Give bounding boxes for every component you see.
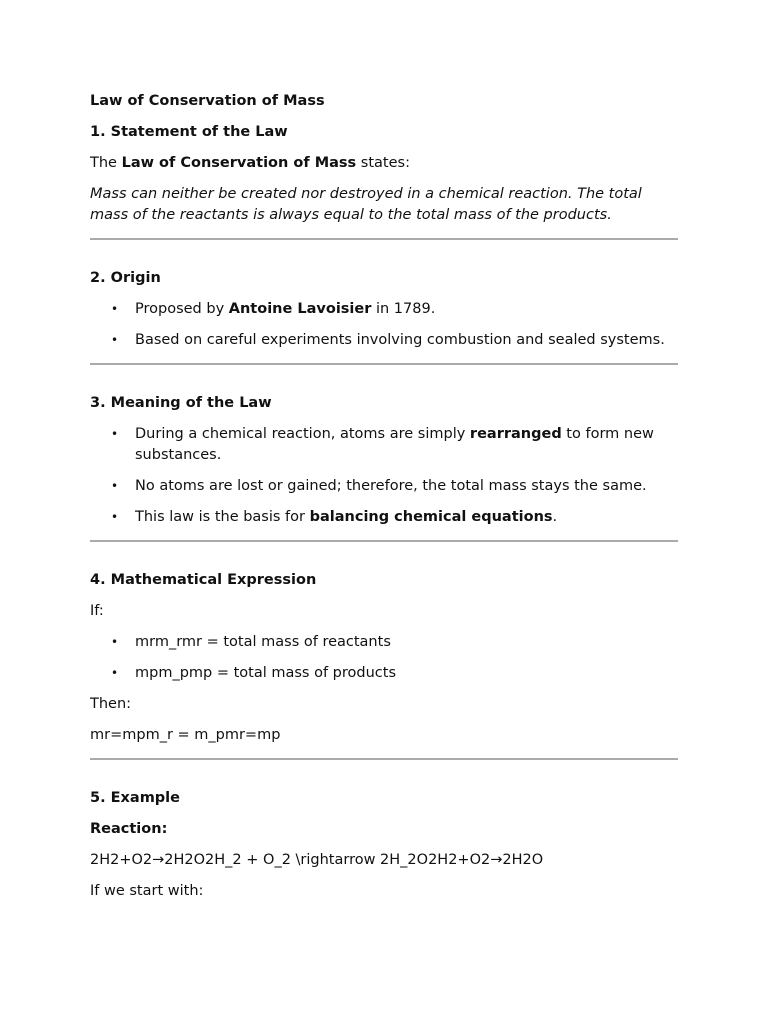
reaction-label bbox=[90, 819, 678, 840]
start-text: If we start with: bbox=[90, 883, 204, 899]
section-1-heading: 1. Statement of the Law bbox=[90, 124, 288, 140]
section-divider bbox=[90, 238, 678, 240]
section-3-heading: 3. Meaning of the Law bbox=[90, 395, 272, 411]
meaning-b3-post: . bbox=[552, 509, 558, 525]
meaning-b3-pre: This law is the basis for bbox=[135, 509, 310, 525]
list-item: • mrm_rmr = total mass of reactants bbox=[135, 632, 678, 653]
list-item: • No atoms are lost or gained; therefore, the total mass stays the same. bbox=[135, 476, 678, 497]
meaning-b1-post: to form new substances. bbox=[135, 426, 654, 463]
section-divider bbox=[90, 540, 678, 542]
origin-b1-post: in 1789. bbox=[371, 301, 436, 317]
law-statement-quote: Mass can neither be created nor destroyed in a chemical reaction. The total mass of the reactants is always equal to the total mass of the products. bbox=[90, 186, 642, 223]
meaning-b3-bold: balancing chemical equations bbox=[309, 509, 553, 525]
list-item: • Based on careful experiments involving combustion and sealed systems. bbox=[135, 330, 678, 351]
list-item bbox=[135, 299, 678, 320]
statement-intro bbox=[90, 153, 678, 174]
meaning-b1-pre: During a chemical reaction, atoms are simply bbox=[135, 426, 470, 442]
mass-equation: mr=mpm_r = m_pmr=mp bbox=[90, 727, 281, 743]
section-2-heading: 2. Origin bbox=[90, 270, 161, 286]
then-label: Then: bbox=[90, 696, 132, 712]
statement-intro-pre: The bbox=[90, 155, 122, 171]
reaction-equation: 2H2+O2→2H2O2H_2 + O_2 \rightarrow 2H_2O2H2+O2→2H2O bbox=[90, 852, 544, 868]
section-divider bbox=[90, 758, 678, 760]
statement-intro-post: states: bbox=[356, 155, 410, 171]
list-item: • mpm_pmp = total mass of products bbox=[135, 663, 678, 684]
statement-intro-bold: Law of Conservation of Mass bbox=[121, 155, 357, 171]
document-title: Law of Conservation of Mass bbox=[90, 93, 325, 109]
origin-b1-bold: Antoine Lavoisier bbox=[228, 301, 372, 317]
section-4-heading: 4. Mathematical Expression bbox=[90, 572, 317, 588]
origin-b1-pre: Proposed by bbox=[135, 301, 229, 317]
section-5-heading: 5. Example bbox=[90, 790, 180, 806]
if-label: If: bbox=[90, 603, 104, 619]
origin-list bbox=[90, 299, 678, 351]
list-item bbox=[135, 507, 678, 528]
meaning-list bbox=[90, 424, 678, 528]
section-divider bbox=[90, 363, 678, 365]
list-item bbox=[135, 424, 678, 466]
reaction-label-bold: Reaction: bbox=[90, 821, 168, 837]
document-body bbox=[90, 91, 678, 902]
meaning-b1-bold: rearranged bbox=[469, 426, 562, 442]
variables-list bbox=[90, 632, 678, 684]
